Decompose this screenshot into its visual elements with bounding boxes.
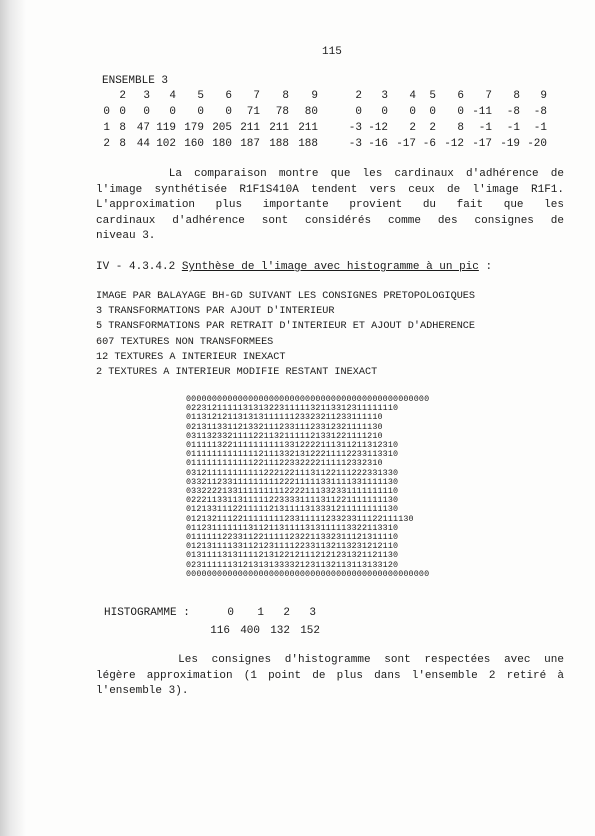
histogram-count: 152 bbox=[300, 625, 320, 637]
header-cell: 9 bbox=[311, 90, 318, 102]
synthesis-report bbox=[96, 289, 475, 380]
table-cell: 0 bbox=[197, 106, 204, 118]
heading-number: IV - 4.3.4.2 bbox=[96, 261, 182, 273]
table-cell: 71 bbox=[246, 106, 260, 118]
table-cell: 160 bbox=[184, 138, 204, 150]
heading-suffix: : bbox=[478, 261, 493, 273]
paragraph-line: légère approximation (1 point de plus dans l'ensemble 2 retiré à bbox=[96, 669, 564, 682]
table-cell: -17 bbox=[396, 138, 416, 150]
report-line: IMAGE PAR BALAYAGE BH-GD SUIVANT LES CONSIGNES PRETOPOLOGIQUES bbox=[96, 291, 476, 302]
header-cell: 3 bbox=[381, 90, 388, 102]
table-cell: 78 bbox=[275, 106, 289, 118]
table-cell: 0 bbox=[429, 106, 436, 118]
histogram-bin: 3 bbox=[309, 607, 316, 619]
table-cell: 0 bbox=[409, 106, 416, 118]
header-cell: 8 bbox=[282, 90, 289, 102]
paragraph-comparison bbox=[96, 167, 564, 245]
histogram-bin: 1 bbox=[257, 607, 264, 619]
table-cell: 80 bbox=[304, 106, 318, 118]
header-cell: 9 bbox=[540, 90, 547, 102]
table-cell: -17 bbox=[472, 138, 492, 150]
table-cell: 0 bbox=[355, 106, 362, 118]
table-cell: 119 bbox=[156, 122, 176, 134]
table-cell: -1 bbox=[533, 122, 547, 134]
paragraph-line: La comparaison montre que les cardinaux d'adhérence de bbox=[96, 168, 564, 180]
table-title: ENSEMBLE 3 bbox=[102, 75, 169, 87]
matrix-row: 03321123311111111122211111331111331111130 bbox=[186, 476, 399, 487]
section-heading bbox=[96, 261, 492, 273]
matrix-row: 01131212113131311111123323211233111110 bbox=[186, 412, 383, 423]
matrix-row: 03322221331111111112222111332331111111110 bbox=[186, 486, 399, 497]
table-cell: 0 bbox=[169, 106, 176, 118]
table-cell: -20 bbox=[527, 138, 547, 150]
matrix-row: 01213311122111112131111313331211111111130 bbox=[186, 504, 399, 515]
table-cell: -1 bbox=[478, 122, 492, 134]
page-edge-shadow bbox=[0, 0, 26, 836]
table-cell: 8 bbox=[457, 122, 464, 134]
histogram-count: 400 bbox=[240, 625, 260, 637]
header-cell: 7 bbox=[253, 90, 260, 102]
histogram-bin: 2 bbox=[283, 607, 290, 619]
report-line: 5 TRANSFORMATIONS PAR RETRAIT D'INTERIEUR ET AJOUT D'ADHERENCE bbox=[96, 321, 476, 333]
table-cell: 0 bbox=[381, 106, 388, 118]
matrix-row: 02221133113111112233331111311221111111130 bbox=[186, 495, 399, 506]
table-cell: 211 bbox=[298, 122, 318, 134]
table-cell: -12 bbox=[444, 138, 464, 150]
paragraph-line: niveau 3. bbox=[96, 230, 156, 242]
table-cell: 47 bbox=[136, 122, 150, 134]
header-cell: 7 bbox=[485, 90, 492, 102]
report-line: 12 TEXTURES A INTERIEUR INEXACT bbox=[96, 351, 286, 363]
table-cell: -16 bbox=[368, 138, 388, 150]
report-line: 607 TEXTURES NON TRANSFORMEES bbox=[96, 336, 274, 348]
header-cell: 6 bbox=[225, 90, 232, 102]
table-cell: 8 bbox=[119, 138, 126, 150]
table-cell: -11 bbox=[472, 106, 492, 118]
matrix-row: 02131133112133211123311123312321111130 bbox=[186, 421, 383, 432]
table-cell: 2 bbox=[429, 122, 436, 134]
histogram-count: 132 bbox=[270, 625, 290, 637]
report-line: 2 TEXTURES A INTERIEUR MODIFIE RESTANT INEXACT bbox=[96, 367, 378, 379]
histogram-bin: 0 bbox=[227, 607, 234, 619]
histogram-label: HISTOGRAMME : bbox=[104, 607, 190, 619]
matrix-row: 01123111111131121131111313111113322113310 bbox=[186, 522, 399, 533]
matrix-row: 00000000000000000000000000000000000000000000000 bbox=[186, 568, 430, 579]
header-cell: 5 bbox=[429, 90, 436, 102]
table-cell: -8 bbox=[533, 106, 547, 118]
header-cell: 4 bbox=[409, 90, 416, 102]
header-cell: 4 bbox=[169, 90, 176, 102]
matrix-row: 03113233211112211321111121331221111210 bbox=[186, 430, 383, 441]
heading-title: Synthèse de l'image avec histogramme à un pic bbox=[181, 261, 479, 273]
paragraph-line: cardinaux d'adhérence sont considérés comme des consignes de bbox=[96, 214, 564, 227]
row-index: 1 bbox=[103, 122, 110, 134]
texture-matrix bbox=[186, 395, 429, 579]
matrix-row: 01111112233112211111232211332311121311110 bbox=[186, 532, 399, 543]
table-cell: 188 bbox=[269, 138, 289, 150]
matrix-row: 03121111111111122212211131122111222331330 bbox=[186, 467, 399, 478]
table-cell: 0 bbox=[457, 106, 464, 118]
header-cell: 6 bbox=[457, 90, 464, 102]
report-line: 3 TRANSFORMATIONS PAR AJOUT D'INTERIEUR bbox=[96, 306, 335, 318]
paragraph-line: L'approximation plus importante provient du fait que les bbox=[96, 199, 564, 211]
table-cell: 187 bbox=[240, 138, 260, 150]
paragraph-line: l'image synthétisée R1F1S410A tendent vers ceux de l'image R1F1. bbox=[96, 183, 564, 196]
header-cell: 8 bbox=[513, 90, 520, 102]
table-cell: 2 bbox=[409, 122, 416, 134]
table-cell: -6 bbox=[422, 138, 436, 150]
row-index: 2 bbox=[103, 138, 110, 150]
table-cell: 180 bbox=[212, 138, 232, 150]
table-cell: 211 bbox=[269, 122, 289, 134]
matrix-row: 02311111131213131333321231132113113133120 bbox=[186, 559, 399, 570]
table-cell: 205 bbox=[212, 122, 232, 134]
header-cell: 3 bbox=[143, 90, 150, 102]
matrix-row: 01111111111111211133213122211112233113310 bbox=[186, 449, 399, 460]
matrix-row: 00000000000000000000000000000000000000000000000 bbox=[186, 394, 430, 404]
matrix-row: 01311113131111213122121112121231321121130 bbox=[186, 550, 399, 561]
table-cell: 188 bbox=[298, 138, 318, 150]
row-index: 0 bbox=[103, 106, 110, 118]
table-cell: 0 bbox=[119, 106, 126, 118]
table-cell: 0 bbox=[225, 106, 232, 118]
table-cell: 44 bbox=[136, 138, 150, 150]
matrix-row: 01213111133112123111122331132113231212110 bbox=[186, 541, 399, 552]
table-cell: -12 bbox=[368, 122, 388, 134]
table-cell: 8 bbox=[119, 122, 126, 134]
table-cell: 179 bbox=[184, 122, 204, 134]
matrix-row: 02231211111313132231111132113312311111110 bbox=[186, 403, 399, 414]
matrix-row: 01213211122111111112331111123323311122111130 bbox=[186, 513, 414, 524]
table-cell: -19 bbox=[500, 138, 520, 150]
paragraph-histogram bbox=[96, 653, 564, 700]
table-cell: 102 bbox=[156, 138, 176, 150]
table-cell: 0 bbox=[143, 106, 150, 118]
table-cell: -1 bbox=[506, 122, 520, 134]
paragraph-line: Les consignes d'histogramme sont respectées avec une bbox=[96, 654, 564, 666]
page-number: 115 bbox=[322, 46, 342, 58]
table-cell: 211 bbox=[240, 122, 260, 134]
header-cell: 2 bbox=[355, 90, 362, 102]
header-cell: 5 bbox=[197, 90, 204, 102]
table-cell: -3 bbox=[348, 122, 362, 134]
histogram-count: 116 bbox=[210, 625, 230, 637]
matrix-row: 01111132211111111113312222111311211312310 bbox=[186, 440, 399, 451]
header-cell: 2 bbox=[119, 90, 126, 102]
matrix-row: 01111111111112211122332222111112332310 bbox=[186, 458, 383, 469]
table-cell: -3 bbox=[348, 138, 362, 150]
paragraph-line: l'ensemble 3). bbox=[96, 685, 189, 697]
table-cell: -8 bbox=[506, 106, 520, 118]
